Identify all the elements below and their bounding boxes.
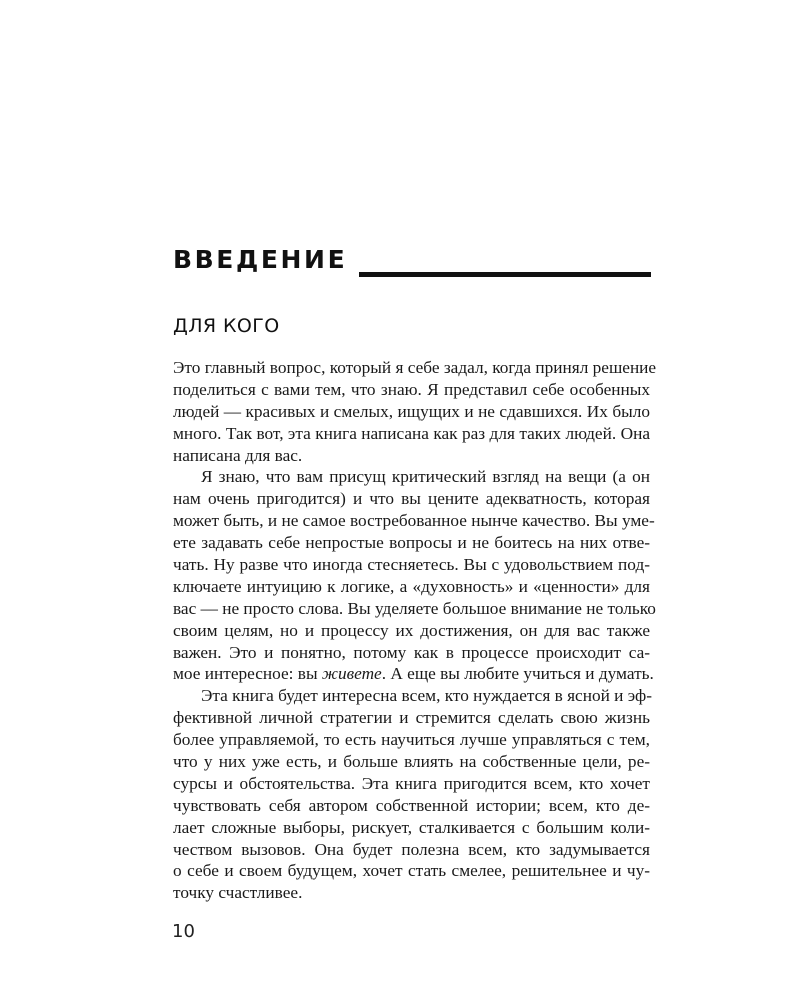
paragraph-2-line-start: мое интересное: вы (173, 664, 322, 684)
paragraph-3-line: лает сложные выборы, рискует, сталкивается с большим коли- (173, 817, 650, 837)
paragraph-3-line: фективной личной стратегии и стремится сделать свою жизнь (173, 708, 650, 728)
paragraph-2-line: нам очень пригодится) и что вы цените адекватность, которая (173, 489, 650, 509)
paragraph-2-line: вас — не просто слова. Вы уделяете большое внимание не только (173, 598, 656, 618)
paragraph-1-line: людей — красивых и смелых, ищущих и не сдавшихся. Их было (173, 401, 650, 421)
paragraph-2-line: Я знаю, что вам присущ критический взгляд на вещи (а он (201, 467, 650, 487)
paragraph-2-line-end: . А еще вы любите учиться и думать. (381, 664, 654, 684)
emphasized-word: живете (321, 664, 382, 684)
paragraph-2-line: своим целям, но и процессу их достижения, он для вас также (173, 620, 650, 640)
chapter-title: ВВЕДЕНИЕ (173, 245, 348, 274)
chapter-title-rule (359, 272, 651, 277)
page-number: 10 (172, 921, 195, 942)
paragraph-3-line: о себе и своем будущем, хочет стать смелее, решительнее и чу- (173, 861, 650, 881)
paragraph-2-line (173, 663, 654, 685)
paragraph-2-line: ключаете интуицию к логике, а «духовность» и «ценности» для (173, 576, 650, 596)
paragraph-2-line: может быть, и не самое востребованное нынче качество. Вы уме- (173, 511, 655, 531)
body-text (173, 357, 657, 904)
section-title: ДЛЯ КОГО (173, 315, 280, 337)
paragraph-1-line: Это главный вопрос, который я себе задал, когда принял решение (173, 358, 657, 377)
paragraph-3-line: что у них уже есть, и больше влиять на собственные цели, ре- (173, 752, 650, 772)
chapter-header (173, 240, 651, 280)
paragraph-3-line: сурсы и обстоятельства. Эта книга пригодится всем, кто хочет (173, 773, 650, 793)
paragraph-1-line: написана для вас. (173, 445, 303, 465)
paragraph-3-line: чувствовать себя автором собственной истории; всем, кто де- (173, 795, 650, 815)
paragraph-3-line: Эта книга будет интересна всем, кто нуждается в ясной и эф- (201, 686, 652, 706)
paragraph-3-line: чеством вызовов. Она будет полезна всем, кто задумывается (173, 839, 650, 859)
paragraph-3-line: более управляемой, то есть научиться лучше управляться с тем, (173, 730, 650, 750)
paragraph-2-line: чать. Ну разве что иногда стесняетесь. Вы с удовольствием под- (173, 555, 650, 575)
paragraph-2-line: важен. Это и понятно, потому как в процессе происходит са- (173, 642, 650, 662)
paragraph-1-line: поделиться с вами тем, что знаю. Я представил себе особенных (173, 379, 650, 399)
paragraph-3-line: точку счастливее. (173, 883, 303, 903)
paragraph-2-line: ете задавать себе непростые вопросы и не боитесь на них отве- (173, 533, 650, 553)
paragraph-1-line: много. Так вот, эта книга написана как раз для таких людей. Она (173, 423, 650, 443)
